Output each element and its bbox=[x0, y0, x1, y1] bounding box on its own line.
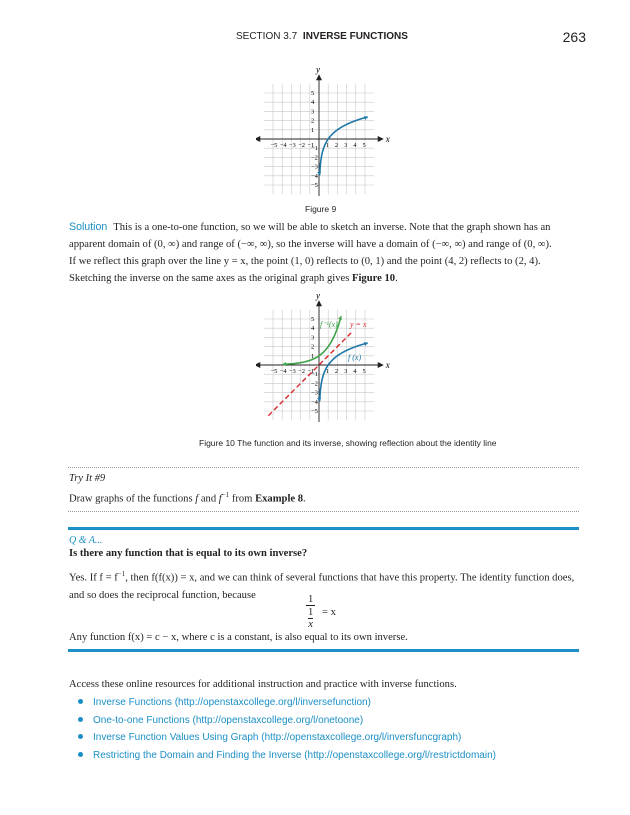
reciprocal-equation bbox=[306, 594, 336, 630]
qa-closing: Any function f(x) = c − x, where c is a constant, is also equal to its own inverse. bbox=[69, 632, 408, 643]
y-tick-label: 2 bbox=[311, 343, 315, 351]
page-number: 263 bbox=[562, 29, 586, 45]
bullet-icon bbox=[78, 752, 83, 757]
try-it-text-a: Draw graphs of the functions bbox=[69, 493, 196, 505]
tick-labels bbox=[271, 90, 366, 189]
x-tick-label: 2 bbox=[334, 142, 339, 149]
try-it-and: and bbox=[198, 493, 219, 505]
inverse-label: f⁻¹(x) bbox=[320, 320, 338, 329]
figure-10-ref: Figure 10 bbox=[352, 273, 396, 284]
resource-link-text[interactable]: Inverse Function Values Using Graph (http://openstaxcollege.org/l/inversfuncgraph) bbox=[93, 732, 462, 743]
tick-labels bbox=[271, 316, 366, 415]
resource-link-text[interactable]: Restricting the Domain and Finding the Inverse (http://openstaxcollege.org/l/restrictdomain) bbox=[93, 750, 496, 761]
qa-answer-b: , then f(f(x)) = x, and we can think of several functions that have this property. The identity function does, and so does the reciprocal function, because bbox=[69, 572, 575, 601]
y-tick-label: 1 bbox=[311, 126, 315, 134]
y-axis-label: y bbox=[316, 292, 320, 301]
x-tick-label: 2 bbox=[334, 368, 339, 375]
y-tick-label: 3 bbox=[311, 334, 315, 342]
qa-answer-sup: −1 bbox=[117, 570, 126, 578]
solution-label: Solution bbox=[69, 221, 108, 233]
try-it-text bbox=[69, 491, 306, 505]
y-tick-label: −4 bbox=[311, 398, 318, 406]
x-axis-label: x bbox=[385, 360, 390, 370]
y-tick-label: 3 bbox=[311, 108, 315, 116]
x-tick-label: 1 bbox=[325, 368, 329, 375]
x-tick-label: 1 bbox=[325, 142, 329, 149]
x-arrow-icon bbox=[378, 362, 384, 368]
y-tick-label: 4 bbox=[311, 99, 315, 107]
y-tick-label: −5 bbox=[311, 182, 318, 189]
try-it-f: f bbox=[195, 493, 199, 505]
qa-label: Q & A... bbox=[69, 535, 103, 546]
inner-numerator: 1 bbox=[308, 607, 314, 618]
qa-bottom-bar bbox=[68, 649, 579, 652]
x-tick-label: 3 bbox=[344, 142, 348, 149]
figure-10-caption: Figure 10 The function and its inverse, showing reflection about the identity line bbox=[199, 438, 497, 448]
equation-rhs: = x bbox=[321, 606, 336, 618]
y-arrow-icon bbox=[316, 74, 322, 80]
axes bbox=[256, 292, 390, 422]
y-tick-label: −4 bbox=[311, 172, 318, 180]
resource-link[interactable] bbox=[78, 750, 496, 761]
x-tick-label: −5 bbox=[270, 368, 278, 375]
y-tick-label: −2 bbox=[311, 154, 318, 162]
x-arrow-left-icon bbox=[256, 362, 260, 368]
x-tick-label: 5 bbox=[362, 368, 366, 375]
x-tick-label: −2 bbox=[298, 142, 306, 149]
x-tick-label: 3 bbox=[344, 368, 348, 375]
y-tick-label: −1 bbox=[311, 371, 318, 379]
x-tick-label: 5 bbox=[362, 142, 366, 149]
solution-text: This is a one-to-one function, so we will be able to sketch an inverse. Note that the graph shown has an apparent domain of (0, ∞) and range of (−∞, ∞), so the inverse will have a domain of (−∞, ∞) and range of (0, ∞). bbox=[69, 222, 552, 250]
outer-numerator: 1 bbox=[308, 594, 314, 605]
y-tick-label: 4 bbox=[311, 325, 315, 333]
x-tick-label: −1 bbox=[307, 368, 315, 375]
resource-link-text[interactable]: One-to-one Functions (http://openstaxcollege.org/l/onetoone) bbox=[93, 715, 364, 726]
inner-denominator: x bbox=[308, 619, 313, 630]
x-tick-label: −4 bbox=[279, 368, 287, 375]
axes bbox=[256, 66, 390, 196]
inner-fraction bbox=[308, 607, 313, 630]
try-it-sup: −1 bbox=[221, 491, 230, 499]
running-header bbox=[236, 31, 408, 42]
y-tick-label: 5 bbox=[311, 90, 315, 97]
example-ref: Example 8 bbox=[255, 493, 304, 505]
qa-question: Is there any function that is equal to its own inverse? bbox=[69, 548, 308, 559]
x-tick-label: −4 bbox=[279, 142, 287, 149]
outer-fraction bbox=[306, 594, 315, 630]
x-tick-label: −5 bbox=[270, 142, 278, 149]
x-tick-label: −3 bbox=[288, 368, 296, 375]
resource-link[interactable] bbox=[78, 732, 461, 743]
outer-denominator bbox=[306, 606, 315, 630]
y-tick-label: −5 bbox=[311, 408, 318, 415]
reflection-paragraph bbox=[69, 253, 577, 287]
bullet-icon bbox=[78, 699, 83, 704]
try-it-finv: f bbox=[218, 493, 222, 505]
function-label: f (x) bbox=[348, 353, 362, 362]
figure-9-caption: Figure 9 bbox=[305, 204, 337, 214]
x-axis-label: x bbox=[385, 134, 390, 144]
section-label: SECTION 3.7 bbox=[236, 31, 298, 42]
x-tick-label: 4 bbox=[353, 142, 357, 149]
x-tick-label: −2 bbox=[298, 368, 306, 375]
qa-top-bar bbox=[68, 527, 579, 530]
y-tick-label: 1 bbox=[311, 352, 315, 360]
y-tick-label: −2 bbox=[311, 380, 318, 388]
reflection-text: If we reflect this graph over the line y = x, the point (1, 0) reflects to (0, 1) and the point (4, 2) reflects to (2, 4). Sketching the inverse on the same axes as the original graph gives bbox=[69, 256, 541, 284]
x-arrow-left-icon bbox=[256, 136, 260, 142]
bullet-icon bbox=[78, 717, 83, 722]
try-it-from: from bbox=[229, 493, 256, 505]
x-arrow-icon bbox=[378, 136, 384, 142]
resources-intro: Access these online resources for additional instruction and practice with inverse functions. bbox=[69, 679, 457, 690]
y-tick-label: −3 bbox=[311, 389, 318, 397]
x-tick-label: −1 bbox=[307, 142, 315, 149]
figure-10-graph bbox=[256, 292, 392, 422]
x-tick-label: −3 bbox=[288, 142, 296, 149]
resource-link[interactable] bbox=[78, 697, 371, 708]
solution-paragraph bbox=[69, 219, 577, 253]
section-title: INVERSE FUNCTIONS bbox=[302, 31, 408, 42]
y-arrow-icon bbox=[316, 300, 322, 306]
identity-label: y = x bbox=[350, 320, 367, 329]
reflection-end: . bbox=[395, 273, 398, 284]
divider bbox=[68, 467, 579, 468]
figure-9-graph bbox=[256, 66, 392, 196]
x-tick-label: 4 bbox=[353, 368, 357, 375]
resource-link[interactable] bbox=[78, 715, 363, 726]
divider bbox=[68, 511, 579, 512]
y-tick-label: −1 bbox=[311, 145, 318, 153]
inverse-start-arrow-icon bbox=[283, 362, 287, 366]
bullet-icon bbox=[78, 734, 83, 739]
y-axis-label: y bbox=[316, 66, 320, 75]
resource-link-text[interactable]: Inverse Functions (http://openstaxcollege.org/l/inversefunction) bbox=[93, 697, 371, 708]
try-it-title: Try It #9 bbox=[69, 473, 106, 484]
qa-answer-a: Yes. If f = f bbox=[69, 572, 118, 584]
y-tick-label: 2 bbox=[311, 117, 315, 125]
y-tick-label: 5 bbox=[311, 316, 315, 323]
y-tick-label: −3 bbox=[311, 163, 318, 171]
try-it-end: . bbox=[303, 493, 306, 505]
